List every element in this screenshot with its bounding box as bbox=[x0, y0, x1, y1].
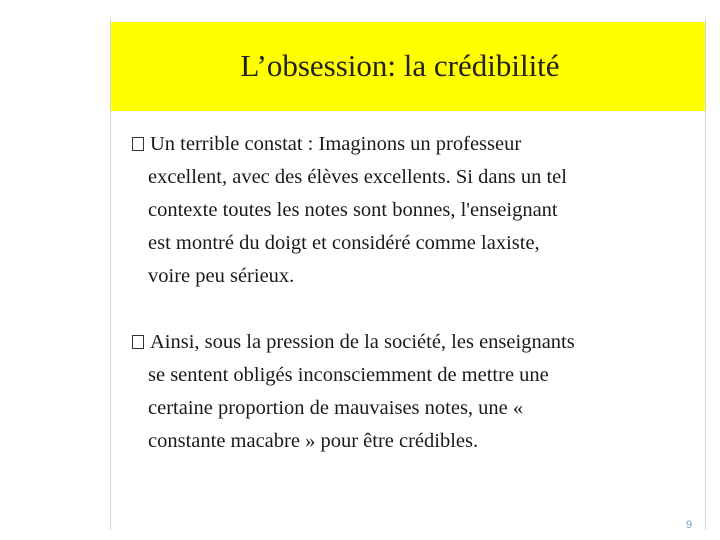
bullet-line: excellent, avec des élèves excellents. Si dans un tel bbox=[148, 166, 567, 188]
square-bullet-icon bbox=[132, 335, 144, 349]
bullet-line: contexte toutes les notes sont bonnes, l'enseignant bbox=[148, 199, 558, 221]
bullet-line: est montré du doigt et considéré comme laxiste, bbox=[148, 232, 540, 254]
bullet-line: Un terrible constat : Imaginons un professeur bbox=[132, 128, 567, 161]
page-number: 9 bbox=[686, 519, 693, 531]
bullet-line: constante macabre » pour être crédibles. bbox=[148, 430, 479, 452]
bullet-line: se sentent obligés inconsciemment de mettre une bbox=[148, 364, 549, 386]
bullet-1 bbox=[132, 128, 567, 293]
bullet-line: certaine proportion de mauvaises notes, une « bbox=[148, 397, 524, 419]
bullet-2 bbox=[132, 326, 575, 458]
bullet-line: voire peu sérieux. bbox=[148, 265, 295, 287]
slide-title: L’obsession: la crédibilité bbox=[240, 48, 560, 83]
square-bullet-icon bbox=[132, 137, 144, 151]
bullet-line: Ainsi, sous la pression de la société, les enseignants bbox=[132, 326, 575, 359]
